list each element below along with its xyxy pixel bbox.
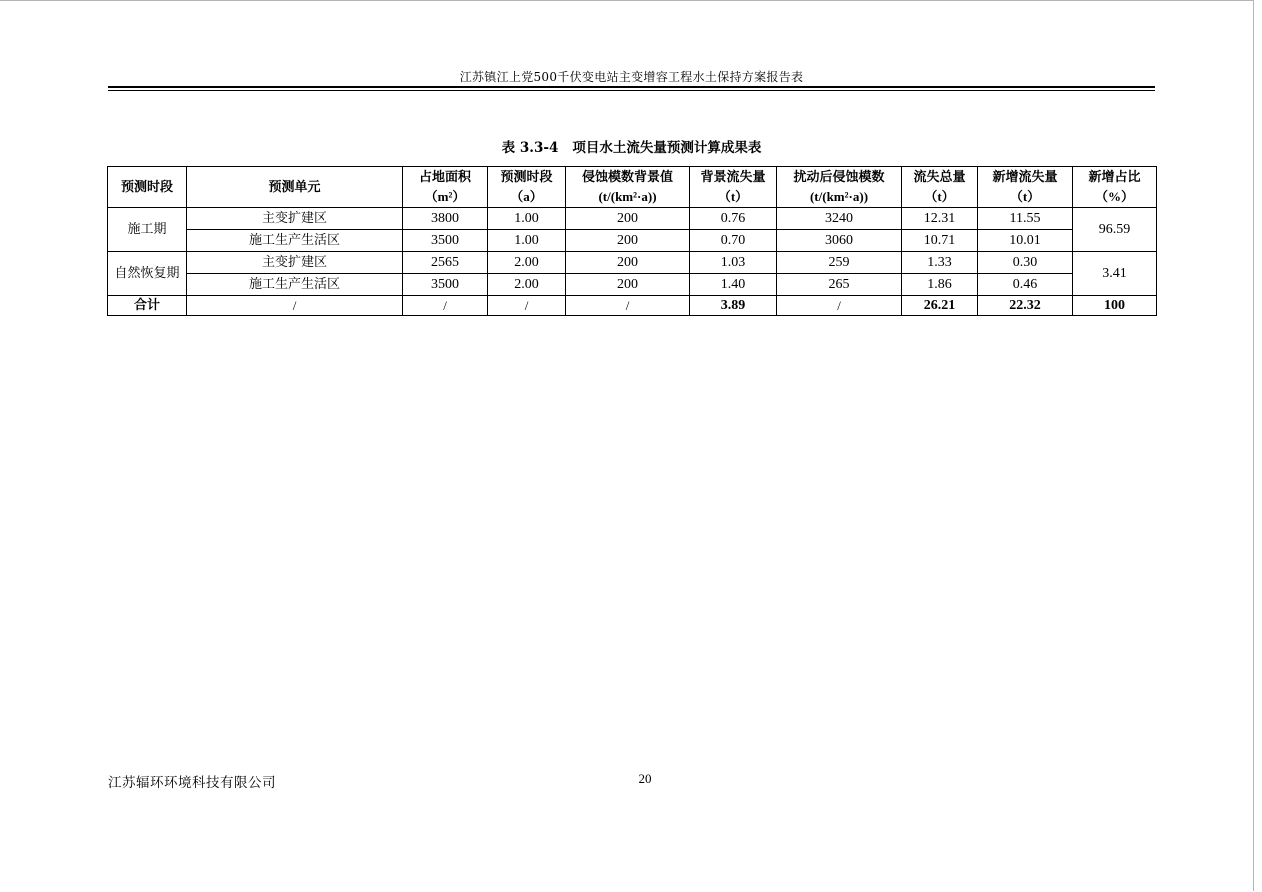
total-background-modulus-cell: / xyxy=(566,296,690,316)
area-cell: 3800 xyxy=(403,208,488,230)
table-row xyxy=(108,230,1157,252)
column-header: 预测单元 xyxy=(187,167,403,208)
table-row xyxy=(108,208,1157,230)
column-header: 扰动后侵蚀模数 (t/(km²·a)) xyxy=(777,167,902,208)
area-cell: 3500 xyxy=(403,274,488,296)
total-label-cell: 合计 xyxy=(108,296,187,316)
unit-cell: 主变扩建区 xyxy=(187,252,403,274)
background-loss-cell: 0.76 xyxy=(690,208,777,230)
total-disturbed-modulus-cell: / xyxy=(777,296,902,316)
header-rule-thick xyxy=(108,86,1155,88)
total-loss-cell: 1.33 xyxy=(902,252,978,274)
total-duration-cell: / xyxy=(488,296,566,316)
total-unit-cell: / xyxy=(187,296,403,316)
header-rule-thin xyxy=(108,90,1155,91)
table-caption-title: 项目水土流失量预测计算成果表 xyxy=(572,140,762,156)
disturbed-modulus-cell: 259 xyxy=(777,252,902,274)
column-header: 侵蚀模数背景值 (t/(km²·a)) xyxy=(566,167,690,208)
new-loss-cell: 10.01 xyxy=(978,230,1073,252)
total-loss-cell: 1.86 xyxy=(902,274,978,296)
area-cell: 3500 xyxy=(403,230,488,252)
table-header-row xyxy=(108,167,1157,208)
background-modulus-cell: 200 xyxy=(566,208,690,230)
running-header: 江苏镇江上党500千伏变电站主变增容工程水土保持方案报告表 xyxy=(459,70,804,84)
table-caption xyxy=(108,136,1155,156)
background-loss-cell: 1.03 xyxy=(690,252,777,274)
total-loss-cell: 12.31 xyxy=(902,208,978,230)
total-total-loss-cell: 26.21 xyxy=(902,296,978,316)
duration-cell: 1.00 xyxy=(488,230,566,252)
background-modulus-cell: 200 xyxy=(566,252,690,274)
total-background-loss-cell: 3.89 xyxy=(690,296,777,316)
new-loss-cell: 0.46 xyxy=(978,274,1073,296)
duration-cell: 2.00 xyxy=(488,274,566,296)
column-header: 新增占比 （%） xyxy=(1073,167,1157,208)
soil-loss-prediction-table xyxy=(107,166,1157,316)
table-caption-number: 表 3.3-4 xyxy=(501,140,559,156)
disturbed-modulus-cell: 3240 xyxy=(777,208,902,230)
share-cell: 3.41 xyxy=(1073,252,1157,296)
background-loss-cell: 1.40 xyxy=(690,274,777,296)
period-cell: 施工期 xyxy=(108,208,187,252)
column-header: 预测时段 （a） xyxy=(488,167,566,208)
table-row xyxy=(108,252,1157,274)
duration-cell: 2.00 xyxy=(488,252,566,274)
background-modulus-cell: 200 xyxy=(566,230,690,252)
duration-cell: 1.00 xyxy=(488,208,566,230)
column-header: 预测时段 xyxy=(108,167,187,208)
unit-cell: 施工生产生活区 xyxy=(187,274,403,296)
period-cell: 自然恢复期 xyxy=(108,252,187,296)
share-cell: 96.59 xyxy=(1073,208,1157,252)
table-row xyxy=(108,274,1157,296)
background-modulus-cell: 200 xyxy=(566,274,690,296)
unit-cell: 施工生产生活区 xyxy=(187,230,403,252)
column-header: 流失总量 （t） xyxy=(902,167,978,208)
total-area-cell: / xyxy=(403,296,488,316)
column-header: 新增流失量 （t） xyxy=(978,167,1073,208)
column-header: 背景流失量 （t） xyxy=(690,167,777,208)
total-loss-cell: 10.71 xyxy=(902,230,978,252)
column-header: 占地面积 （m²） xyxy=(403,167,488,208)
disturbed-modulus-cell: 3060 xyxy=(777,230,902,252)
total-new-loss-cell: 22.32 xyxy=(978,296,1073,316)
unit-cell: 主变扩建区 xyxy=(187,208,403,230)
total-share-cell: 100 xyxy=(1073,296,1157,316)
area-cell: 2565 xyxy=(403,252,488,274)
total-row xyxy=(108,296,1157,316)
new-loss-cell: 11.55 xyxy=(978,208,1073,230)
background-loss-cell: 0.70 xyxy=(690,230,777,252)
footer-company: 江苏辐环环境科技有限公司 xyxy=(108,775,276,791)
new-loss-cell: 0.30 xyxy=(978,252,1073,274)
disturbed-modulus-cell: 265 xyxy=(777,274,902,296)
page-number: 20 xyxy=(638,771,652,786)
